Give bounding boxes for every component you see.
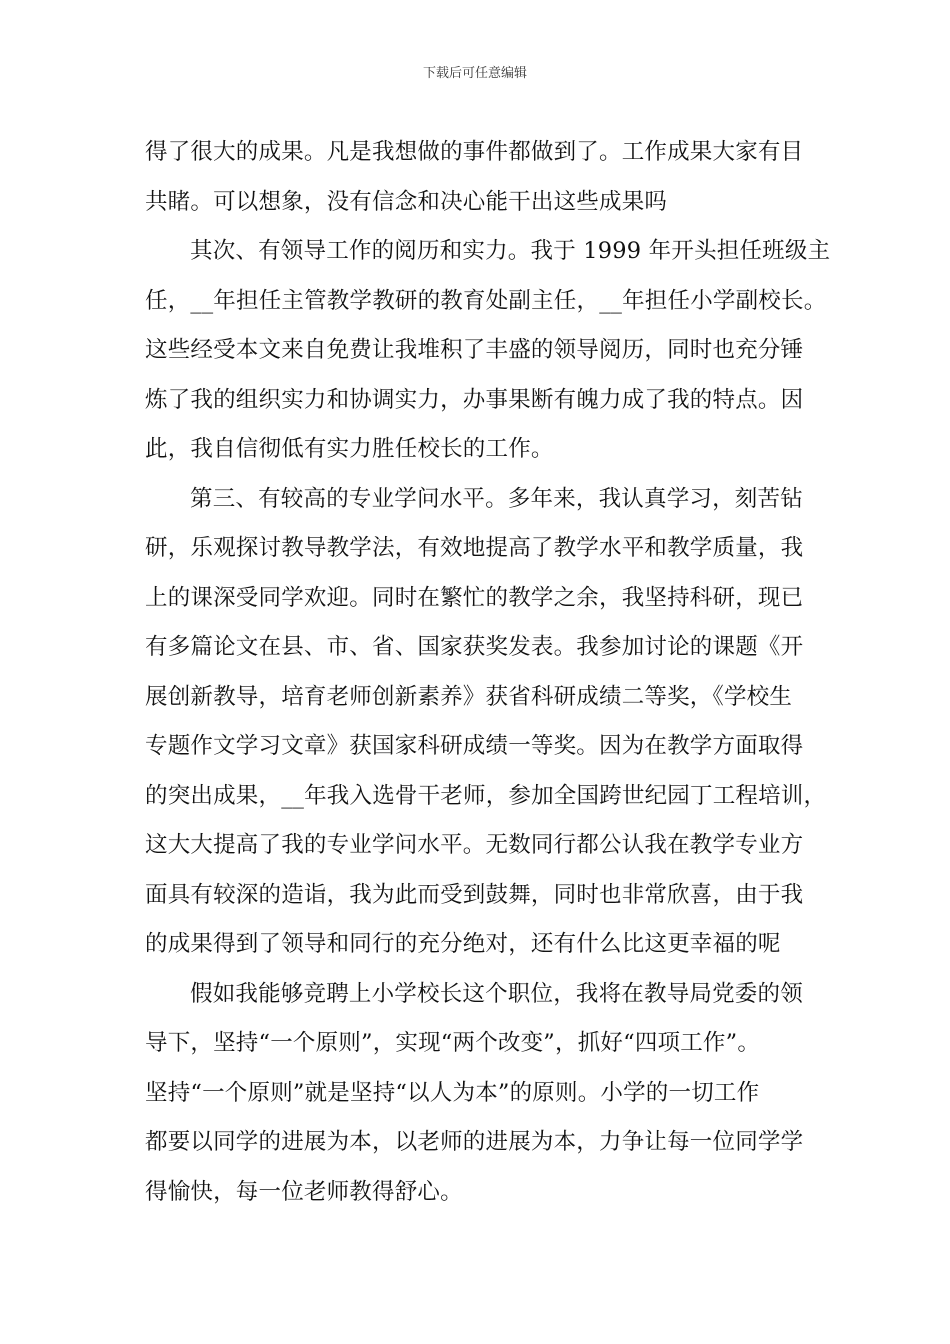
paragraph-4 (145, 970, 813, 1218)
text-line: 面具有较深的造诣，我为此而受到鼓舞，同时也非常欣喜，由于我 (145, 881, 804, 908)
paragraph-1 (145, 128, 813, 227)
text-line: 得愉快，每一位老师教得舒心。 (145, 1178, 463, 1205)
text-line: 得了很大的成果。凡是我想做的事件都做到了。工作成果大家有目 (145, 139, 804, 165)
text-line: 其次、有领导工作的阅历和实力。我于 1999 年开头担任班级主 (190, 238, 831, 264)
text-line: 此，我自信彻低有实力胜任校长的工作。 (145, 436, 554, 462)
text-line: 的突出成果，__年我入选骨干老师，参加全国跨世纪园丁工程培训， (145, 782, 827, 809)
text-line: 专题作文学习文章》获国家科研成绩一等奖。因为在教学方面取得 (145, 733, 804, 759)
paragraph-3 (145, 475, 827, 970)
text-line: 这大大提高了我的专业学问水平。无数同行都公认我在教学专业方 (145, 832, 804, 858)
document-body (145, 128, 831, 1217)
text-line: 坚持“一个原则”就是坚持“以人为本”的原则。小学的一切工作 (145, 1079, 760, 1106)
text-line: 有多篇论文在县、市、省、国家获奖发表。我参加讨论的课题《开 (145, 634, 804, 660)
text-line: 都要以同学的进展为本，以老师的进展为本，力争让每一位同学学 (145, 1129, 804, 1155)
text-line: 炼了我的组织实力和协调实力，办事果断有魄力成了我的特点。因 (145, 386, 804, 413)
text-line: 展创新教导，培育老师创新素养》获省科研成绩二等奖，《学校生 (145, 683, 793, 710)
paragraph-2 (145, 227, 831, 475)
text-line: 导下，坚持“一个原则”，实现“两个改变”，抓好“四项工作”。 (145, 1030, 761, 1056)
text-line: 研，乐观探讨教导教学法，有效地提高了教学水平和教学质量，我 (145, 535, 804, 561)
text-line: 的成果得到了领导和同行的充分绝对，还有什么比这更幸福的呢 (145, 931, 781, 957)
text-line: 第三、有较高的专业学问水平。多年来，我认真学习，刻苦钻 (190, 485, 803, 512)
text-line: 上的课深受同学欢迎。同时在繁忙的教学之余，我坚持科研，现已 (145, 584, 804, 611)
page-header: 下载后可任意编辑 (422, 66, 527, 81)
text-line: 假如我能够竞聘上小学校长这个职位，我将在教导局党委的领 (190, 980, 803, 1007)
text-line: 共睹。可以想象，没有信念和决心能干出这些成果吗 (145, 188, 668, 215)
text-line: 任，__年担任主管教学教研的教育处副主任，__年担任小学副校长。 (145, 287, 827, 314)
text-line: 这些经受本文来自免费让我堆积了丰盛的领导阅历，同时也充分锤 (145, 337, 804, 363)
